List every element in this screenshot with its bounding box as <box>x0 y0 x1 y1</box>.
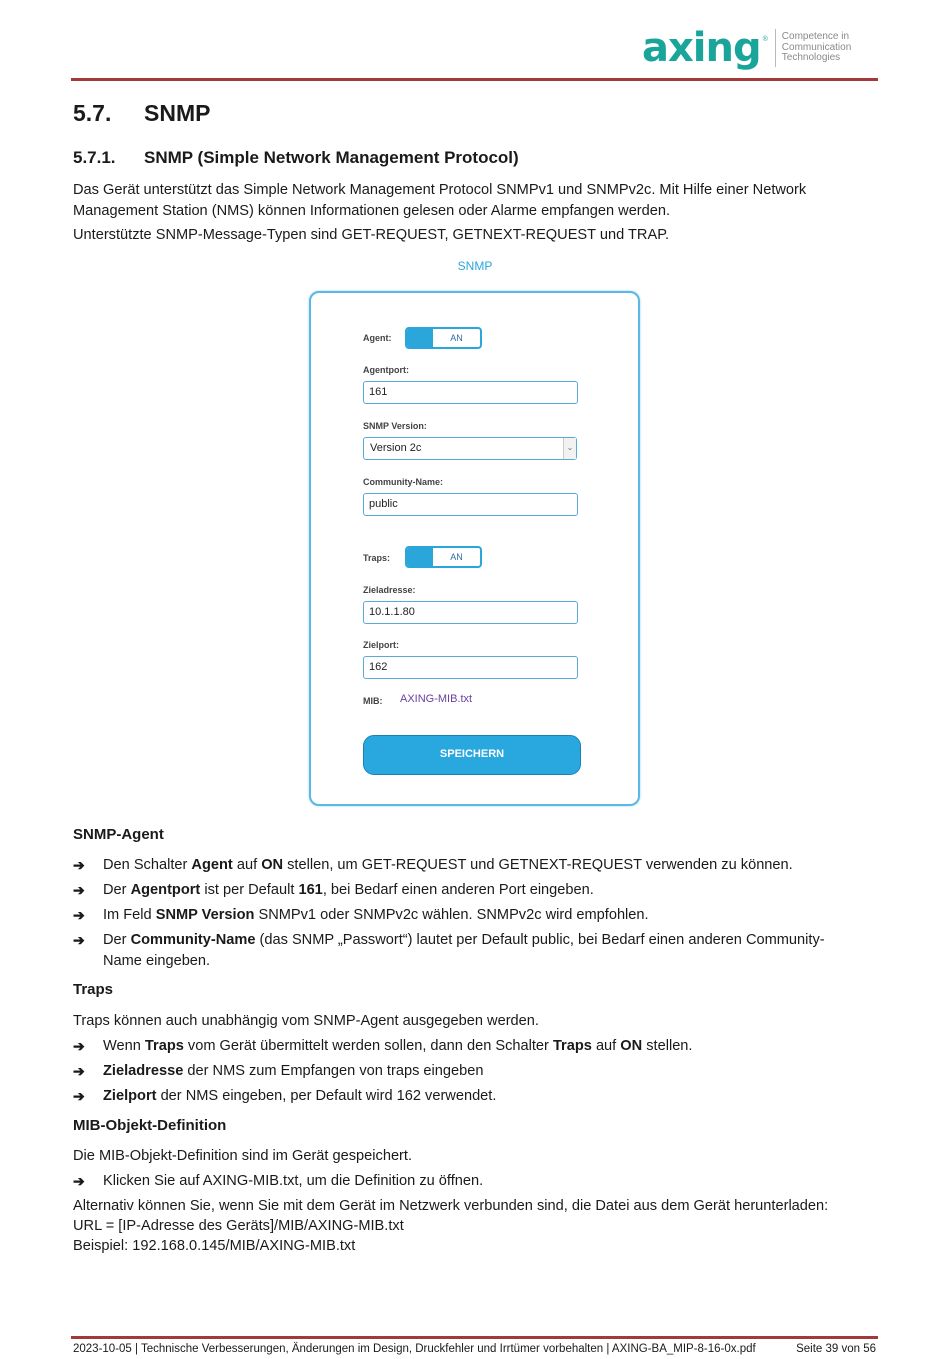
arrow-right-icon: ➔ <box>73 907 85 923</box>
footer-rule <box>71 1336 878 1339</box>
list-item: ➔ Wenn Traps vom Gerät übermittelt werden sollen, dann den Schalter Traps auf ON stellen. <box>73 1036 863 1057</box>
page-number: Seite 39 von 56 <box>796 1343 876 1355</box>
list-item: ➔ Zielport der NMS eingeben, per Default wird 162 verwendet. <box>73 1086 863 1107</box>
registered-mark: ® <box>762 36 768 43</box>
subsection-heading: 5.7.1. SNMP (Simple Network Management Protocol) <box>73 148 519 167</box>
zieladresse-label: Zieladresse: <box>363 585 416 595</box>
arrow-right-icon: ➔ <box>73 1063 85 1079</box>
community-name-input[interactable]: public <box>363 493 578 516</box>
mib-url-text: URL = [IP-Adresse des Geräts]/MIB/AXING-MIB.txt <box>73 1218 404 1234</box>
community-name-label: Community-Name: <box>363 477 444 487</box>
agent-label: Agent: <box>363 333 392 343</box>
traps-label: Traps: <box>363 553 391 563</box>
arrow-right-icon: ➔ <box>73 1088 85 1104</box>
snmp-version-label: SNMP Version: <box>363 421 427 431</box>
toggle-knob <box>407 329 433 347</box>
axing-logo <box>642 26 851 70</box>
arrow-right-icon: ➔ <box>73 932 85 948</box>
arrow-right-icon: ➔ <box>73 1038 85 1054</box>
agentport-input[interactable]: 161 <box>363 381 578 404</box>
toggle-knob <box>407 548 433 566</box>
logo-wordmark: axing <box>642 25 761 71</box>
agent-toggle-state: AN <box>450 333 463 343</box>
list-item: ➔ Klicken Sie auf AXING-MIB.txt, um die Definition zu öffnen. <box>73 1171 863 1192</box>
agentport-label: Agentport: <box>363 365 409 375</box>
list-item: ➔ Den Schalter Agent auf ON stellen, um GET-REQUEST und GETNEXT-REQUEST verwenden zu können. <box>73 855 863 876</box>
mib-intro: Die MIB-Objekt-Definition sind im Gerät gespeichert. <box>73 1148 413 1164</box>
list-item: ➔ Zieladresse der NMS zum Empfangen von traps eingeben <box>73 1061 863 1082</box>
agent-toggle[interactable] <box>405 327 482 349</box>
save-button[interactable]: SPEICHERN <box>363 735 581 775</box>
message-types-paragraph: Unterstützte SNMP-Message-Typen sind GET-REQUEST, GETNEXT-REQUEST und TRAP. <box>73 227 670 243</box>
zielport-label: Zielport: <box>363 640 399 650</box>
traps-toggle-state: AN <box>450 552 463 562</box>
snmp-version-select[interactable]: Version 2c ⌄ <box>363 437 577 460</box>
arrow-right-icon: ➔ <box>73 882 85 898</box>
chevron-down-icon: ⌄ <box>563 438 576 459</box>
arrow-right-icon: ➔ <box>73 1173 85 1189</box>
traps-section-heading: Traps <box>73 981 114 998</box>
mib-example-text: Beispiel: 192.168.0.145/MIB/AXING-MIB.txt <box>73 1238 356 1254</box>
mib-section-heading: MIB-Objekt-Definition <box>73 1117 227 1134</box>
agent-section-heading: SNMP-Agent <box>73 826 164 843</box>
footer-disclaimer: 2023-10-05 | Technische Verbesserungen, Änderungen im Design, Druckfehler und Irrtümer vorbehalten | AXING-BA_MIP-8-16-0x.pdf <box>73 1343 756 1355</box>
arrow-right-icon: ➔ <box>73 857 85 873</box>
traps-intro: Traps können auch unabhängig vom SNMP-Agent ausgegeben werden. <box>73 1013 539 1029</box>
mib-label: MIB: <box>363 696 383 706</box>
mib-alt-text: Alternativ können Sie, wenn Sie mit dem Gerät im Netzwerk verbunden sind, die Datei aus dem Gerät herunterladen: <box>73 1198 829 1214</box>
zieladresse-input[interactable]: 10.1.1.80 <box>363 601 578 624</box>
section-heading: 5.7. SNMP <box>73 100 211 126</box>
snmp-panel-title: SNMP <box>457 259 493 273</box>
mib-file-link[interactable]: AXING-MIB.txt <box>400 693 473 705</box>
logo-divider <box>775 29 776 67</box>
logo-tagline: Competence in Communication Technologies <box>781 31 852 64</box>
header-rule <box>71 78 878 81</box>
list-item: ➔ Der Community-Name (das SNMP „Passwort“) lautet per Default public, bei Bedarf einen anderen Community-Name eingeben. <box>73 932 825 969</box>
intro-paragraph: Das Gerät unterstützt das Simple Network Management Protocol SNMPv1 und SNMPv2c. Mit Hilfe einer Network Management Station (NMS) können Informationen gelesen oder Alarme empfangen werden. <box>73 182 807 219</box>
traps-toggle[interactable] <box>405 546 482 568</box>
list-item: ➔ Der Agentport ist per Default 161, bei Bedarf einen anderen Port eingeben. <box>73 880 863 901</box>
zielport-input[interactable]: 162 <box>363 656 578 679</box>
list-item: ➔ Im Feld SNMP Version SNMPv1 oder SNMPv2c wählen. SNMPv2c wird empfohlen. <box>73 905 863 926</box>
